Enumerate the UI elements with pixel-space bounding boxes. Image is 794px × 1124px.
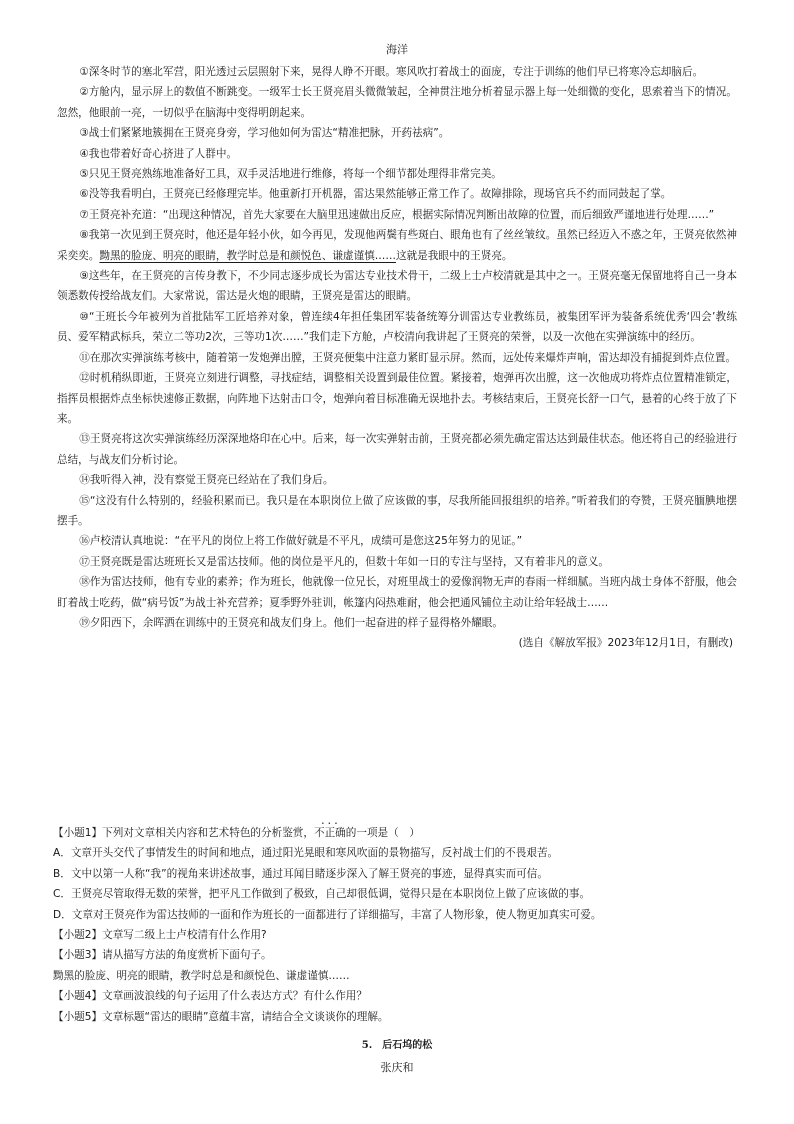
paragraph-10: ⑩“王班长今年被列为首批陆军工匠培养对象，曾连续4年担任集团军装备统筹分训雷达专业教练员，被集团军评为装备系统优秀‘四会’教练员、爱军精武标兵，荣立二等功2次，三等功1次……”我们走下方舱，卢校清向我讲起了王贤亮的荣誉，以及一次他在实弹演练中的经历。 [57, 310, 737, 344]
paragraph-8-tail: 这就是我眼中的王贤亮。 [396, 249, 513, 262]
paragraph-8 [57, 225, 737, 266]
question-3: 【小题3】请从描写方法的角度赏析下面句子。 [53, 949, 272, 962]
paragraph-17: ⑰王贤亮既是雷达班班长又是雷达技师。他的岗位是平凡的，但数十年如一日的专注与坚持，又有着非凡的意义。 [79, 555, 609, 568]
paragraph-9: ⑨这些年，在王贤亮的言传身教下，不少同志逐步成长为雷达专业技术骨干，二级上士卢校清就是其中之一。王贤亮毫无保留地将自己一身本领悉数传授给战友们。大家常说，雷达是火炮的眼睛，王贤亮是雷达的眼睛。 [57, 270, 737, 303]
option-b: B．文中以第一人称“我”的视角来讲述故事，通过耳闻目睹逐步深入了解王贤亮的事迹，显得真实而可信。 [53, 867, 548, 880]
next-article-author: 张庆和 [380, 1061, 414, 1074]
paragraph-16: ⑯卢校清认真地说：“在平凡的岗位上将工作做好就是不平凡，成绩可是您这25年努力的见证。” [79, 535, 523, 548]
option-d: D．文章对王贤亮作为雷达技师的一面和作为班长的一面都进行了详细描写，丰富了人物形象，使人物更加真实可爱。 [53, 908, 602, 921]
paragraph-2: ②方舱内，显示屏上的数值不断跳变。一级军士长王贤亮眉头微微皱起，全神贯注地分析着显示器上每一处细微的变化，思索着当下的情况。忽然，他眼前一亮，一切似乎在脑海中变得明朗起来。 [57, 86, 737, 119]
option-a: A．文章开头交代了事情发生的时间和地点，通过阳光晃眼和寒风吹面的景物描写，反衬战士们的不畏艰苦。 [53, 847, 559, 860]
question-1-post: 的一项是（ ） [345, 827, 420, 839]
article-body [57, 62, 737, 654]
paragraph-1: ①深冬时节的塞北军营，阳光透过云层照射下来，晃得人睁不开眼。寒风吹打着战士的面庞，专注于训练的他们早已将寒冷忘却脑后。 [79, 66, 704, 78]
paragraph-13: ⑬王贤亮将这次实弹演练经历深深地烙印在心中。后来，每一次实弹射击前，王贤亮都必须先确定雷达达到最佳状态。他还将自己的经验进行总结，与战友们分析讨论。 [57, 433, 737, 466]
paragraph-8-lead: ⑧我第一次见到王贤亮时，他还是年轻小伙，如今再见，发现他两鬓有些斑白、眼角也有了丝丝皱纹。虽然已经迈入不惑之年，王贤亮依然神采奕奕。 [57, 229, 737, 262]
question-5: 【小题5】文章标题“雷达的眼睛”意蕴丰富，请结合全文谈谈你的理解。 [53, 1010, 389, 1023]
paragraph-12: ⑫时机稍纵即逝，王贤亮立刻进行调整，寻找症结，调整相关设置到最佳位置。紧接着，炮弹再次出膛，这一次他成功将炸点位置精准锁定，指挥员根据炸点坐标快速修正数据，向阵地下达射击口令，炮弹向着目标准确无误地扑去。考核结束后，王贤亮长舒一口气，悬着的心终于放了下来。 [57, 372, 737, 425]
source-citation: (选自《解放军报》2023年12月1日，有删改) [518, 637, 733, 650]
paragraph-14: ⑭我听得入神，没有察觉王贤亮已经站在了我们身后。 [79, 474, 334, 487]
question-1-pre: 【小题1】下列对文章相关内容和艺术特色的分析鉴赏， [53, 827, 314, 839]
next-article-title: 5. 后石坞的松 [361, 1040, 433, 1051]
option-c: C．王贤亮尽管取得无数的荣誉，把平凡工作做到了极致，自己却很低调，觉得只是在本职岗位上做了应该做的事。 [53, 888, 591, 901]
paragraph-6: ⑥没等我看明白，王贤亮已经修理完毕。他重新打开机器，雷达果然能够正常工作了。故障排除，现场官兵不约而同鼓起了掌。 [79, 188, 672, 201]
paragraph-4: ④我也带着好奇心挤进了人群中。 [79, 147, 238, 160]
questions-section [53, 823, 743, 1027]
underlined-sentence: 黝黑的脸庞、明亮的眼睛，教学时总是和颜悦色、谦虚谨慎…… [99, 249, 396, 262]
paragraph-5: ⑤只见王贤亮熟练地准备好工具，双手灵活地进行维修，将每一个细节都处理得非常完美。 [79, 168, 502, 181]
question-1 [53, 823, 743, 843]
question-4: 【小题4】文章画波浪线的句子运用了什么表达方式？有什么作用？ [53, 990, 367, 1003]
paragraph-3: ③战士们紧紧地簇拥在王贤亮身旁，学习他如何为雷达“精准把脉，开药祛病”。 [79, 127, 450, 140]
author-name: 海洋 [386, 43, 408, 56]
paragraph-19: ⑲夕阳西下，余晖洒在训练中的王贤亮和战友们身上。他们一起奋进的样子显得格外耀眼。 [79, 616, 503, 629]
question-3-quote: 黝黑的脸庞、明亮的眼睛，教学时总是和颜悦色、谦虚谨慎…… [53, 969, 350, 982]
paragraph-15: ⑮“这没有什么特别的，经验积累而已。我只是在本职岗位上做了应该做的事，尽我所能回报组织的培养。”听着我们的夸赞，王贤亮腼腆地摆摆手。 [57, 494, 737, 527]
question-1-emphasis: 不正确 • • • [314, 823, 346, 843]
paragraph-11: ⑪在那次实弹演练考核中，随着第一发炮弹出膛，王贤亮便集中注意力紧盯显示屏。然而，远处传来爆炸声响，雷达却没有捕捉到炸点位置。 [79, 351, 737, 364]
paragraph-7: ⑦王贤亮补充道：“出现这种情况，首先大家要在大脑里迅速做出反应，根据实际情况判断出故障的位置，而后细致严谨地进行处理……” [79, 208, 715, 221]
question-2: 【小题2】文章写二级上士卢校清有什么作用? [53, 929, 267, 942]
paragraph-18: ⑱作为雷达技师，他有专业的素养；作为班长，他就像一位兄长，对班里战士的爱像润物无声的春雨一样细腻。当班内战士身体不舒服，他会盯着战士吃药，做“病号饭”为战士补充营养；夏季野外驻训，帐篷内闷热难耐，他会把通风铺位主动让给年轻战士…… [57, 576, 737, 609]
